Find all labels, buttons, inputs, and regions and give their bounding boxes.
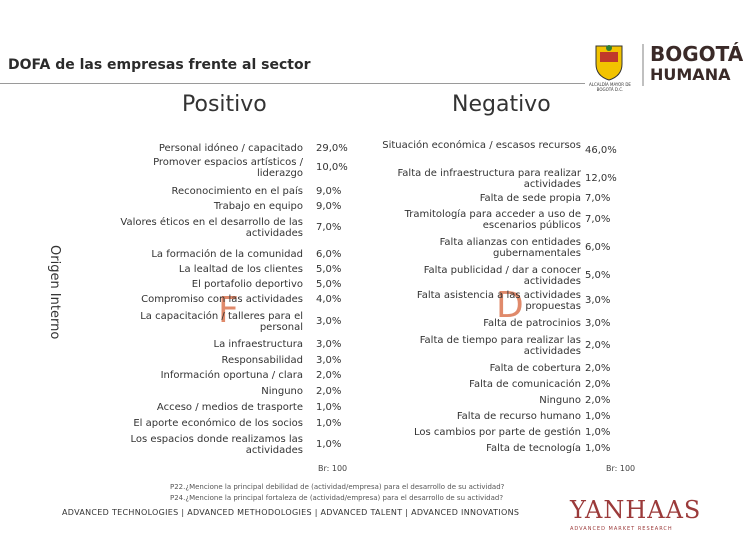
header-negativo: Negativo bbox=[452, 92, 551, 117]
yanhaas-logo: YANHAAS bbox=[570, 496, 702, 524]
fortaleza-item-value: 29,0% bbox=[316, 143, 348, 154]
fortaleza-item bbox=[113, 402, 303, 413]
page-title: DOFA de las empresas frente al sector bbox=[8, 57, 311, 73]
fortaleza-item bbox=[113, 143, 303, 154]
debilidad-item-label: Falta publicidad / dar a conocer actividades bbox=[423, 265, 581, 287]
fortaleza-item-value: 5,0% bbox=[316, 279, 342, 290]
fortaleza-item-label: Los espacios donde realizamos las actividades bbox=[130, 434, 303, 456]
fortaleza-item-value: 4,0% bbox=[316, 294, 342, 305]
fortaleza-item-label: Valores éticos en el desarrollo de las actividades bbox=[120, 217, 303, 239]
fortaleza-item-label: El portafolio deportivo bbox=[191, 279, 303, 290]
fortaleza-item bbox=[113, 386, 303, 397]
fortaleza-item-value: 1,0% bbox=[316, 402, 342, 413]
fortaleza-item-label: Promover espacios artísticos / liderazgo bbox=[153, 157, 303, 179]
debilidad-item-value: 7,0% bbox=[585, 214, 611, 225]
debilidad-item bbox=[381, 265, 581, 287]
base-left: Br: 100 bbox=[318, 464, 348, 473]
fortaleza-item bbox=[113, 186, 303, 197]
fortaleza-item-label: Ninguno bbox=[261, 386, 303, 397]
debilidad-item bbox=[381, 318, 581, 329]
debilidad-item-value: 3,0% bbox=[585, 295, 611, 306]
debilidad-item bbox=[381, 209, 581, 231]
fortaleza-item-label: Reconocimiento en el país bbox=[171, 186, 303, 197]
fortaleza-item-value: 6,0% bbox=[316, 249, 342, 260]
fortaleza-item-label: Trabajo en equipo bbox=[213, 201, 303, 212]
letter-debilidades: D bbox=[496, 285, 524, 326]
fortaleza-item-value: 3,0% bbox=[316, 355, 342, 366]
debilidad-item-label: Falta de tecnología bbox=[486, 443, 581, 454]
fortaleza-item bbox=[113, 157, 303, 179]
fortaleza-item-value: 2,0% bbox=[316, 370, 342, 381]
debilidad-item-value: 2,0% bbox=[585, 340, 611, 351]
fortaleza-item bbox=[113, 264, 303, 275]
fortaleza-item bbox=[113, 311, 303, 333]
humana-logo-text: HUMANA bbox=[650, 65, 731, 84]
debilidad-item-label: Falta alianzas con entidades gubernamentales bbox=[439, 237, 581, 259]
debilidad-item-value: 6,0% bbox=[585, 242, 611, 253]
fortaleza-item-value: 7,0% bbox=[316, 222, 342, 233]
debilidad-item bbox=[381, 290, 581, 312]
debilidad-item-label: Falta asistencia a las actividades propuestas bbox=[416, 290, 581, 312]
fortaleza-item-label: Personal idóneo / capacitado bbox=[158, 143, 303, 154]
fortaleza-item-label: La formación de la comunidad bbox=[151, 249, 303, 260]
debilidad-item-value: 2,0% bbox=[585, 363, 611, 374]
header-logos bbox=[584, 40, 743, 96]
debilidad-item bbox=[381, 427, 581, 438]
debilidad-item bbox=[381, 395, 581, 406]
fortaleza-item-value: 9,0% bbox=[316, 201, 342, 212]
debilidad-item bbox=[381, 379, 581, 390]
fortaleza-item-value: 9,0% bbox=[316, 186, 342, 197]
fortaleza-item-value: 5,0% bbox=[316, 264, 342, 275]
bogota-logo-text: BOGOTÁ bbox=[650, 42, 743, 66]
debilidad-item bbox=[381, 168, 581, 190]
fortaleza-item bbox=[113, 294, 303, 305]
debilidad-item-value: 5,0% bbox=[585, 270, 611, 281]
debilidad-item bbox=[381, 335, 581, 357]
debilidad-item-label: Falta de cobertura bbox=[489, 363, 581, 374]
debilidad-item-label: Los cambios por parte de gestión bbox=[413, 427, 581, 438]
logo-divider bbox=[642, 44, 644, 86]
fortaleza-item-label: Compromiso con las actividades bbox=[141, 294, 303, 305]
debilidad-item bbox=[381, 443, 581, 454]
fortaleza-item-label: El aporte económico de los socios bbox=[133, 418, 303, 429]
debilidad-item-value: 1,0% bbox=[585, 427, 611, 438]
fortaleza-item-label: La capacitación / talleres para el personal bbox=[140, 311, 303, 333]
fortaleza-item-label: La infraestructura bbox=[213, 339, 303, 350]
fortaleza-item-value: 1,0% bbox=[316, 439, 342, 450]
footer-tagline: ADVANCED TECHNOLOGIES | ADVANCED METHODOLOGIES | ADVANCED TALENT | ADVANCED INNOVATIONS bbox=[62, 508, 520, 517]
fortaleza-item bbox=[113, 418, 303, 429]
debilidad-item bbox=[381, 237, 581, 259]
debilidad-item bbox=[381, 411, 581, 422]
debilidad-item-label: Situación económica / escasos recursos bbox=[382, 140, 581, 151]
debilidad-item-label: Falta de infraestructura para realizar actividades bbox=[397, 168, 581, 190]
debilidad-item-value: 7,0% bbox=[585, 193, 611, 204]
debilidad-item-label: Falta de sede propia bbox=[479, 193, 581, 204]
crest-caption: ALCALDÍA MAYOR DE BOGOTÁ D.C. bbox=[589, 82, 631, 92]
letter-fortalezas: F bbox=[218, 290, 239, 331]
fortaleza-item bbox=[113, 279, 303, 290]
header-positivo: Positivo bbox=[182, 92, 267, 117]
fortaleza-item-label: Acceso / medios de trasporte bbox=[156, 402, 303, 413]
fortaleza-item bbox=[113, 217, 303, 239]
debilidad-item-value: 2,0% bbox=[585, 379, 611, 390]
debilidad-item bbox=[381, 363, 581, 374]
debilidad-item-label: Ninguno bbox=[539, 395, 581, 406]
debilidad-item-value: 1,0% bbox=[585, 411, 611, 422]
debilidad-item-label: Falta de recurso humano bbox=[456, 411, 581, 422]
fortaleza-item-label: Información oportuna / clara bbox=[160, 370, 303, 381]
side-label-origen: Origen Interno bbox=[47, 245, 62, 340]
debilidad-item bbox=[381, 193, 581, 204]
fortaleza-item bbox=[113, 434, 303, 456]
base-right: Br: 100 bbox=[606, 464, 636, 473]
debilidad-item-label: Falta de tiempo para realizar las actividades bbox=[419, 335, 581, 357]
debilidad-item bbox=[381, 140, 581, 162]
fortaleza-item bbox=[113, 201, 303, 212]
debilidad-item-label: Falta de patrocinios bbox=[483, 318, 581, 329]
note-line: P22.¿Mencione la principal debilidad de (actividad/empresa) para el desarrollo de su actividad? bbox=[170, 483, 505, 491]
fortaleza-item bbox=[113, 249, 303, 260]
fortaleza-item-value: 3,0% bbox=[316, 339, 342, 350]
fortaleza-item-value: 2,0% bbox=[316, 386, 342, 397]
fortaleza-item-label: Responsabilidad bbox=[221, 355, 303, 366]
fortaleza-item bbox=[113, 339, 303, 350]
fortaleza-item-value: 3,0% bbox=[316, 316, 342, 327]
debilidad-item-value: 46,0% bbox=[585, 145, 617, 156]
debilidad-item-label: Falta de comunicación bbox=[469, 379, 581, 390]
debilidad-item-label: Tramitología para acceder a uso de escenarios públicos bbox=[404, 209, 581, 231]
fortaleza-item-value: 1,0% bbox=[316, 418, 342, 429]
title-divider bbox=[0, 83, 585, 84]
debilidad-item-value: 3,0% bbox=[585, 318, 611, 329]
question-notes bbox=[170, 482, 504, 504]
fortaleza-item-value: 10,0% bbox=[316, 162, 348, 173]
fortaleza-item bbox=[113, 355, 303, 366]
note-line: P24.¿Mencione la principal fortaleza de (actividad/empresa) para el desarrollo de su actividad? bbox=[170, 494, 504, 502]
debilidad-item-value: 1,0% bbox=[585, 443, 611, 454]
yanhaas-tagline: ADVANCED MARKET RESEARCH bbox=[570, 526, 673, 532]
fortaleza-item bbox=[113, 370, 303, 381]
debilidad-item-value: 12,0% bbox=[585, 173, 617, 184]
bogota-crest-icon bbox=[592, 42, 626, 82]
fortaleza-item-label: La lealtad de los clientes bbox=[178, 264, 303, 275]
debilidad-item-value: 2,0% bbox=[585, 395, 611, 406]
